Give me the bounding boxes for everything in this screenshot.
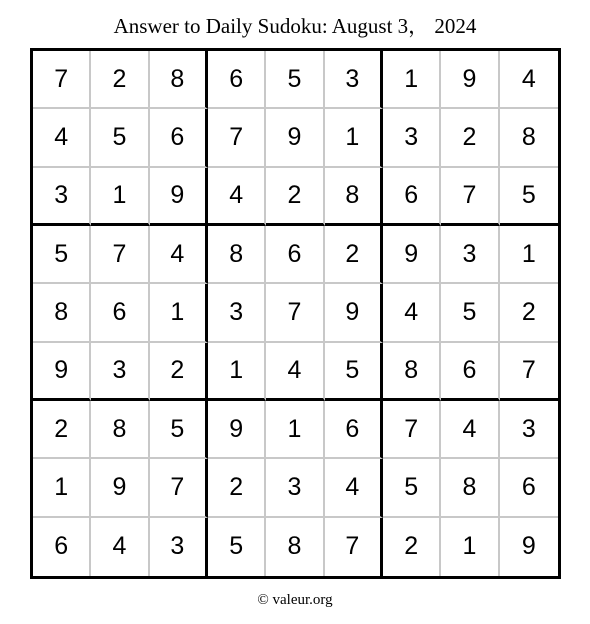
sudoku-cell-r8-c9: 6 bbox=[500, 459, 558, 517]
sudoku-cell-r4-c1: 5 bbox=[33, 226, 91, 284]
sudoku-cell-r1-c6: 3 bbox=[325, 51, 383, 109]
sudoku-cell-r4-c5: 6 bbox=[266, 226, 324, 284]
sudoku-cell-r8-c8: 8 bbox=[441, 459, 499, 517]
sudoku-cell-r5-c1: 8 bbox=[33, 284, 91, 342]
sudoku-cell-r8-c6: 4 bbox=[325, 459, 383, 517]
sudoku-cell-r7-c6: 6 bbox=[325, 401, 383, 459]
sudoku-cell-r9-c7: 2 bbox=[383, 518, 441, 576]
sudoku-cell-r2-c9: 8 bbox=[500, 109, 558, 167]
sudoku-cell-r7-c8: 4 bbox=[441, 401, 499, 459]
sudoku-cell-r1-c3: 8 bbox=[150, 51, 208, 109]
sudoku-cell-r8-c3: 7 bbox=[150, 459, 208, 517]
sudoku-cell-r2-c3: 6 bbox=[150, 109, 208, 167]
sudoku-cell-r6-c8: 6 bbox=[441, 343, 499, 401]
sudoku-cell-r7-c1: 2 bbox=[33, 401, 91, 459]
sudoku-cell-r5-c2: 6 bbox=[91, 284, 149, 342]
sudoku-cell-r2-c5: 9 bbox=[266, 109, 324, 167]
sudoku-cell-r2-c2: 5 bbox=[91, 109, 149, 167]
sudoku-cell-r9-c6: 7 bbox=[325, 518, 383, 576]
page-title: Answer to Daily Sudoku: August 3， 2024 bbox=[113, 14, 477, 38]
sudoku-cell-r3-c1: 3 bbox=[33, 168, 91, 226]
sudoku-cell-r2-c8: 2 bbox=[441, 109, 499, 167]
sudoku-cell-r2-c1: 4 bbox=[33, 109, 91, 167]
sudoku-cell-r9-c3: 3 bbox=[150, 518, 208, 576]
sudoku-cell-r1-c4: 6 bbox=[208, 51, 266, 109]
sudoku-cell-r6-c6: 5 bbox=[325, 343, 383, 401]
sudoku-cell-r6-c7: 8 bbox=[383, 343, 441, 401]
sudoku-cell-r2-c6: 1 bbox=[325, 109, 383, 167]
sudoku-cell-r5-c9: 2 bbox=[500, 284, 558, 342]
sudoku-cell-r5-c6: 9 bbox=[325, 284, 383, 342]
copyright-footer: © valeur.org bbox=[257, 592, 333, 608]
sudoku-cell-r4-c4: 8 bbox=[208, 226, 266, 284]
sudoku-cell-r1-c9: 4 bbox=[500, 51, 558, 109]
sudoku-cell-r1-c2: 2 bbox=[91, 51, 149, 109]
sudoku-cell-r7-c9: 3 bbox=[500, 401, 558, 459]
sudoku-cell-r4-c8: 3 bbox=[441, 226, 499, 284]
sudoku-cell-r9-c1: 6 bbox=[33, 518, 91, 576]
sudoku-cell-r3-c9: 5 bbox=[500, 168, 558, 226]
sudoku-cell-r5-c3: 1 bbox=[150, 284, 208, 342]
sudoku-cell-r9-c4: 5 bbox=[208, 518, 266, 576]
sudoku-cell-r6-c3: 2 bbox=[150, 343, 208, 401]
sudoku-cell-r6-c2: 3 bbox=[91, 343, 149, 401]
sudoku-cell-r8-c1: 1 bbox=[33, 459, 91, 517]
sudoku-cell-r7-c2: 8 bbox=[91, 401, 149, 459]
sudoku-cell-r2-c4: 7 bbox=[208, 109, 266, 167]
sudoku-cell-r3-c6: 8 bbox=[325, 168, 383, 226]
sudoku-cell-r5-c7: 4 bbox=[383, 284, 441, 342]
sudoku-cell-r3-c8: 7 bbox=[441, 168, 499, 226]
sudoku-cell-r3-c7: 6 bbox=[383, 168, 441, 226]
sudoku-cell-r7-c7: 7 bbox=[383, 401, 441, 459]
sudoku-cell-r7-c3: 5 bbox=[150, 401, 208, 459]
sudoku-cell-r9-c8: 1 bbox=[441, 518, 499, 576]
sudoku-cell-r5-c4: 3 bbox=[208, 284, 266, 342]
sudoku-cell-r3-c5: 2 bbox=[266, 168, 324, 226]
sudoku-cell-r6-c1: 9 bbox=[33, 343, 91, 401]
sudoku-cell-r4-c9: 1 bbox=[500, 226, 558, 284]
sudoku-cell-r3-c4: 4 bbox=[208, 168, 266, 226]
sudoku-cell-r8-c2: 9 bbox=[91, 459, 149, 517]
sudoku-cell-r4-c6: 2 bbox=[325, 226, 383, 284]
sudoku-cell-r9-c9: 9 bbox=[521, 532, 536, 561]
sudoku-cell-r7-c4: 9 bbox=[208, 401, 266, 459]
sudoku-cell-r5-c5: 7 bbox=[266, 284, 324, 342]
sudoku-cell-r6-c5: 4 bbox=[266, 343, 324, 401]
sudoku-cell-r1-c5: 5 bbox=[266, 51, 324, 109]
sudoku-cell-r8-c4: 2 bbox=[208, 459, 266, 517]
sudoku-cell-r7-c5: 1 bbox=[266, 401, 324, 459]
sudoku-cell-r4-c3: 4 bbox=[150, 226, 208, 284]
sudoku-cell-r4-c7: 9 bbox=[383, 226, 441, 284]
sudoku-cell-r3-c2: 1 bbox=[91, 168, 149, 226]
sudoku-board bbox=[30, 48, 561, 579]
sudoku-cell-r1-c7: 1 bbox=[383, 51, 441, 109]
sudoku-cell-r1-c8: 9 bbox=[441, 51, 499, 109]
sudoku-cell-r1-c1: 7 bbox=[33, 51, 91, 109]
sudoku-cell-r9-c5: 8 bbox=[266, 518, 324, 576]
sudoku-cell-r6-c4: 1 bbox=[208, 343, 266, 401]
sudoku-cell-r6-c9: 7 bbox=[500, 343, 558, 401]
sudoku-cell-r8-c5: 3 bbox=[266, 459, 324, 517]
sudoku-cell-r8-c7: 5 bbox=[383, 459, 441, 517]
sudoku-cell-r3-c3: 9 bbox=[150, 168, 208, 226]
sudoku-cell-r2-c7: 3 bbox=[383, 109, 441, 167]
sudoku-cell-r4-c2: 7 bbox=[91, 226, 149, 284]
sudoku-cell-r9-c2: 4 bbox=[91, 518, 149, 576]
sudoku-cell-r5-c8: 5 bbox=[441, 284, 499, 342]
